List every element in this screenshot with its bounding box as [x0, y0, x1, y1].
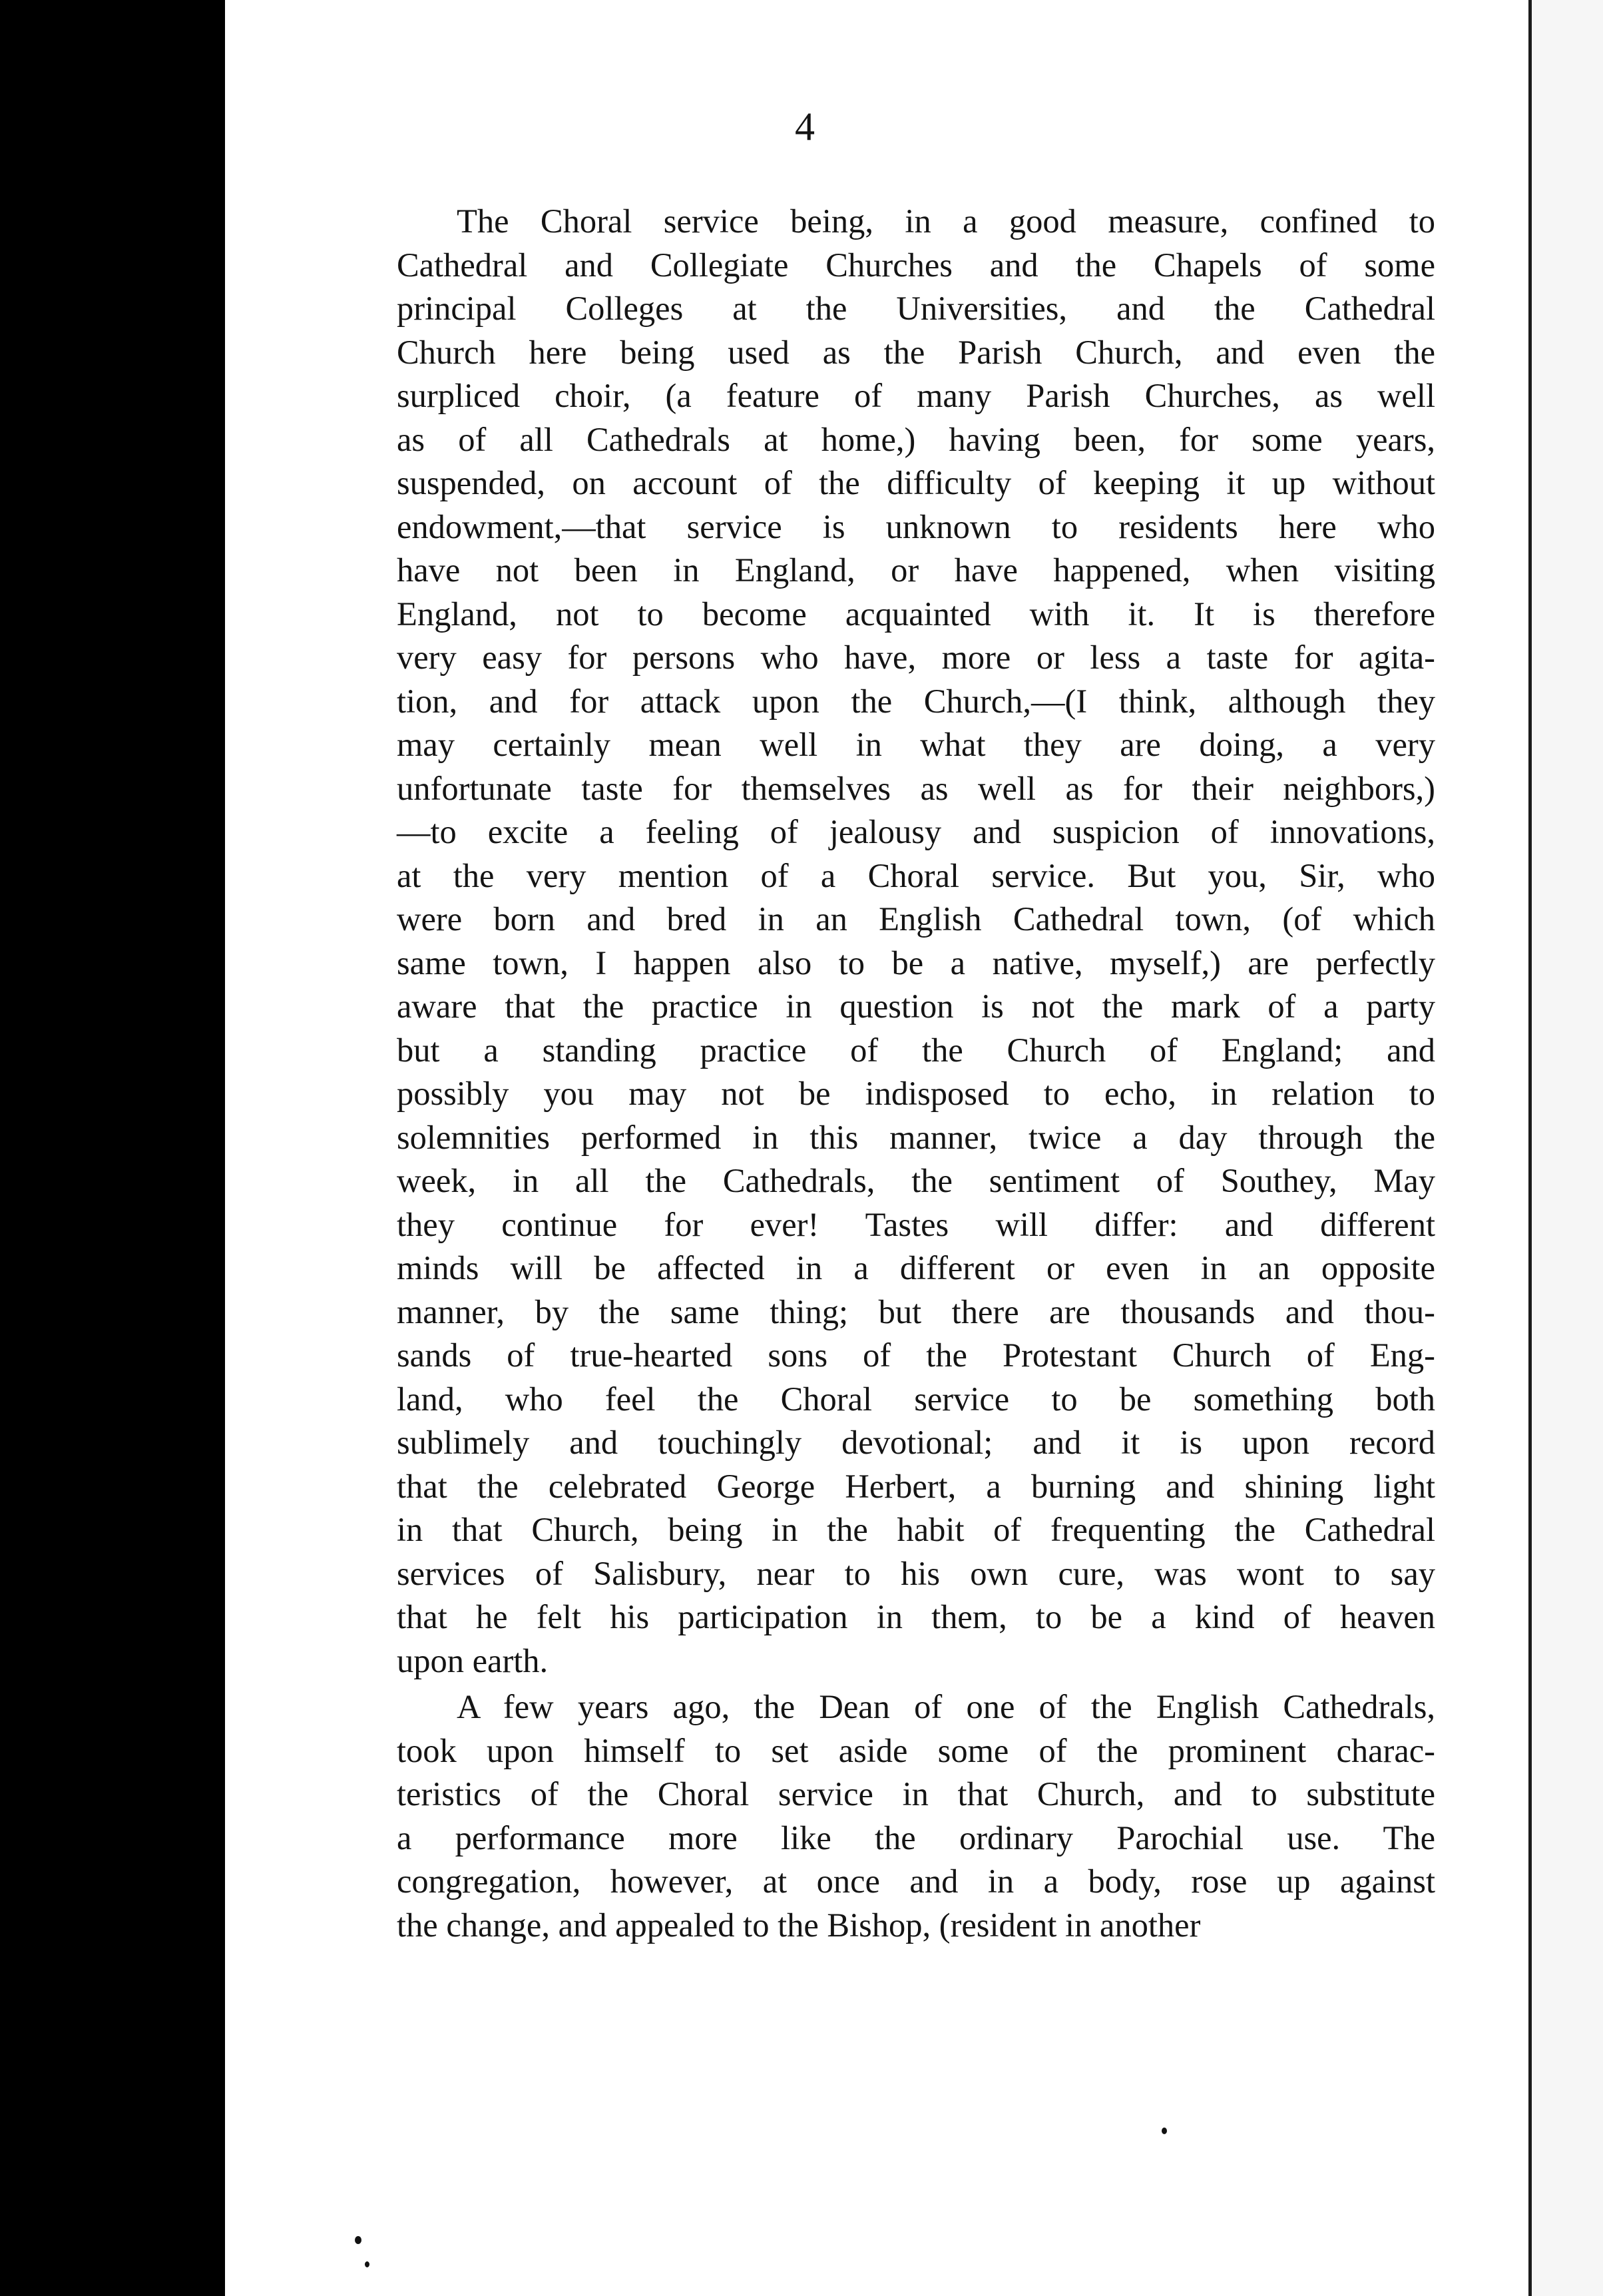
text-line: may certainly mean well in what they are doing, a very — [397, 726, 1435, 763]
text-line: sands of true-hearted sons of the Protestant Church of Eng- — [397, 1336, 1435, 1374]
text-line: possibly you may not be indisposed to echo, in relation to — [397, 1075, 1435, 1112]
scan-margin-right — [1530, 0, 1603, 2296]
scan-speck — [365, 2261, 369, 2267]
text-line: principal Colleges at the Universities, and the Cathedral — [397, 290, 1435, 327]
text-line: surpliced choir, (a feature of many Parish Churches, as well — [397, 377, 1435, 414]
text-line: Cathedral and Collegiate Churches and the Chapels of some — [397, 246, 1435, 284]
text-line: The Choral service being, in a good measure, confined to — [457, 202, 1435, 240]
text-line: same town, I happen also to be a native, myself,) are perfectly — [397, 944, 1435, 982]
text-line: they continue for ever! Tastes will differ: and different — [397, 1205, 1435, 1243]
text-line: aware that the practice in question is not the mark of a party — [397, 988, 1435, 1025]
text-line: teristics of the Choral service in that Church, and to substitute — [397, 1775, 1435, 1813]
text-line: unfortunate taste for themselves as well as for their neighbors,) — [397, 769, 1435, 807]
text-line: took upon himself to set aside some of the prominent charac- — [397, 1731, 1435, 1769]
text-line: the change, and appealed to the Bishop, (resident in another — [397, 1906, 1201, 1944]
text-line: were born and bred in an English Cathedral town, (of which — [397, 900, 1435, 938]
text-line: as of all Cathedrals at home,) having been, for some years, — [397, 420, 1435, 458]
paragraph — [397, 1685, 1435, 1947]
text-line: very easy for persons who have, more or less a taste for agita- — [397, 639, 1435, 676]
text-line: that the celebrated George Herbert, a burning and shining light — [397, 1467, 1435, 1505]
text-line: but a standing practice of the Church of England; and — [397, 1031, 1435, 1069]
text-line: endowment,—that service is unknown to residents here who — [397, 507, 1435, 545]
scan-margin-left — [0, 0, 225, 2296]
text-line: —to excite a feeling of jealousy and suspicion of innovations, — [397, 813, 1435, 850]
text-line: at the very mention of a Choral service. But you, Sir, who — [397, 856, 1435, 894]
text-line: week, in all the Cathedrals, the sentiment of Southey, May — [397, 1162, 1435, 1199]
text-line: England, not to become acquainted with it. It is therefore — [397, 595, 1435, 633]
text-line: congregation, however, at once and in a body, rose up against — [397, 1863, 1435, 1900]
text-line: minds will be affected in a different or even in an opposite — [397, 1249, 1435, 1287]
text-line: sublimely and touchingly devotional; and it is upon record — [397, 1424, 1435, 1461]
text-line: have not been in England, or have happened, when visiting — [397, 551, 1435, 589]
text-line: suspended, on account of the difficulty of keeping it up without — [397, 464, 1435, 501]
page-number: 4 — [795, 105, 815, 148]
text-line: that he felt his participation in them, to be a kind of heaven — [397, 1598, 1435, 1635]
text-line: manner, by the same thing; but there are thousands and thou- — [397, 1292, 1435, 1330]
scan-speck — [355, 2236, 361, 2244]
scan-speck — [1162, 2128, 1167, 2134]
page-edge-line — [1528, 0, 1532, 2296]
text-line: in that Church, being in the habit of frequenting the Cathedral — [397, 1511, 1435, 1548]
text-line: a performance more like the ordinary Parochial use. The — [397, 1819, 1435, 1857]
text-line: Church here being used as the Parish Church, and even the — [397, 333, 1435, 371]
text-line: tion, and for attack upon the Church,—(I think, although they — [397, 682, 1435, 720]
paragraph — [397, 200, 1435, 1683]
text-line: land, who feel the Choral service to be something both — [397, 1380, 1435, 1418]
text-line: services of Salisbury, near to his own cure, was wont to say — [397, 1554, 1435, 1592]
text-line: solemnities performed in this manner, twice a day through the — [397, 1118, 1435, 1156]
page-body — [397, 200, 1435, 1947]
text-line: upon earth. — [397, 1641, 549, 1679]
text-line: A few years ago, the Dean of one of the English Cathedrals, — [457, 1688, 1435, 1725]
